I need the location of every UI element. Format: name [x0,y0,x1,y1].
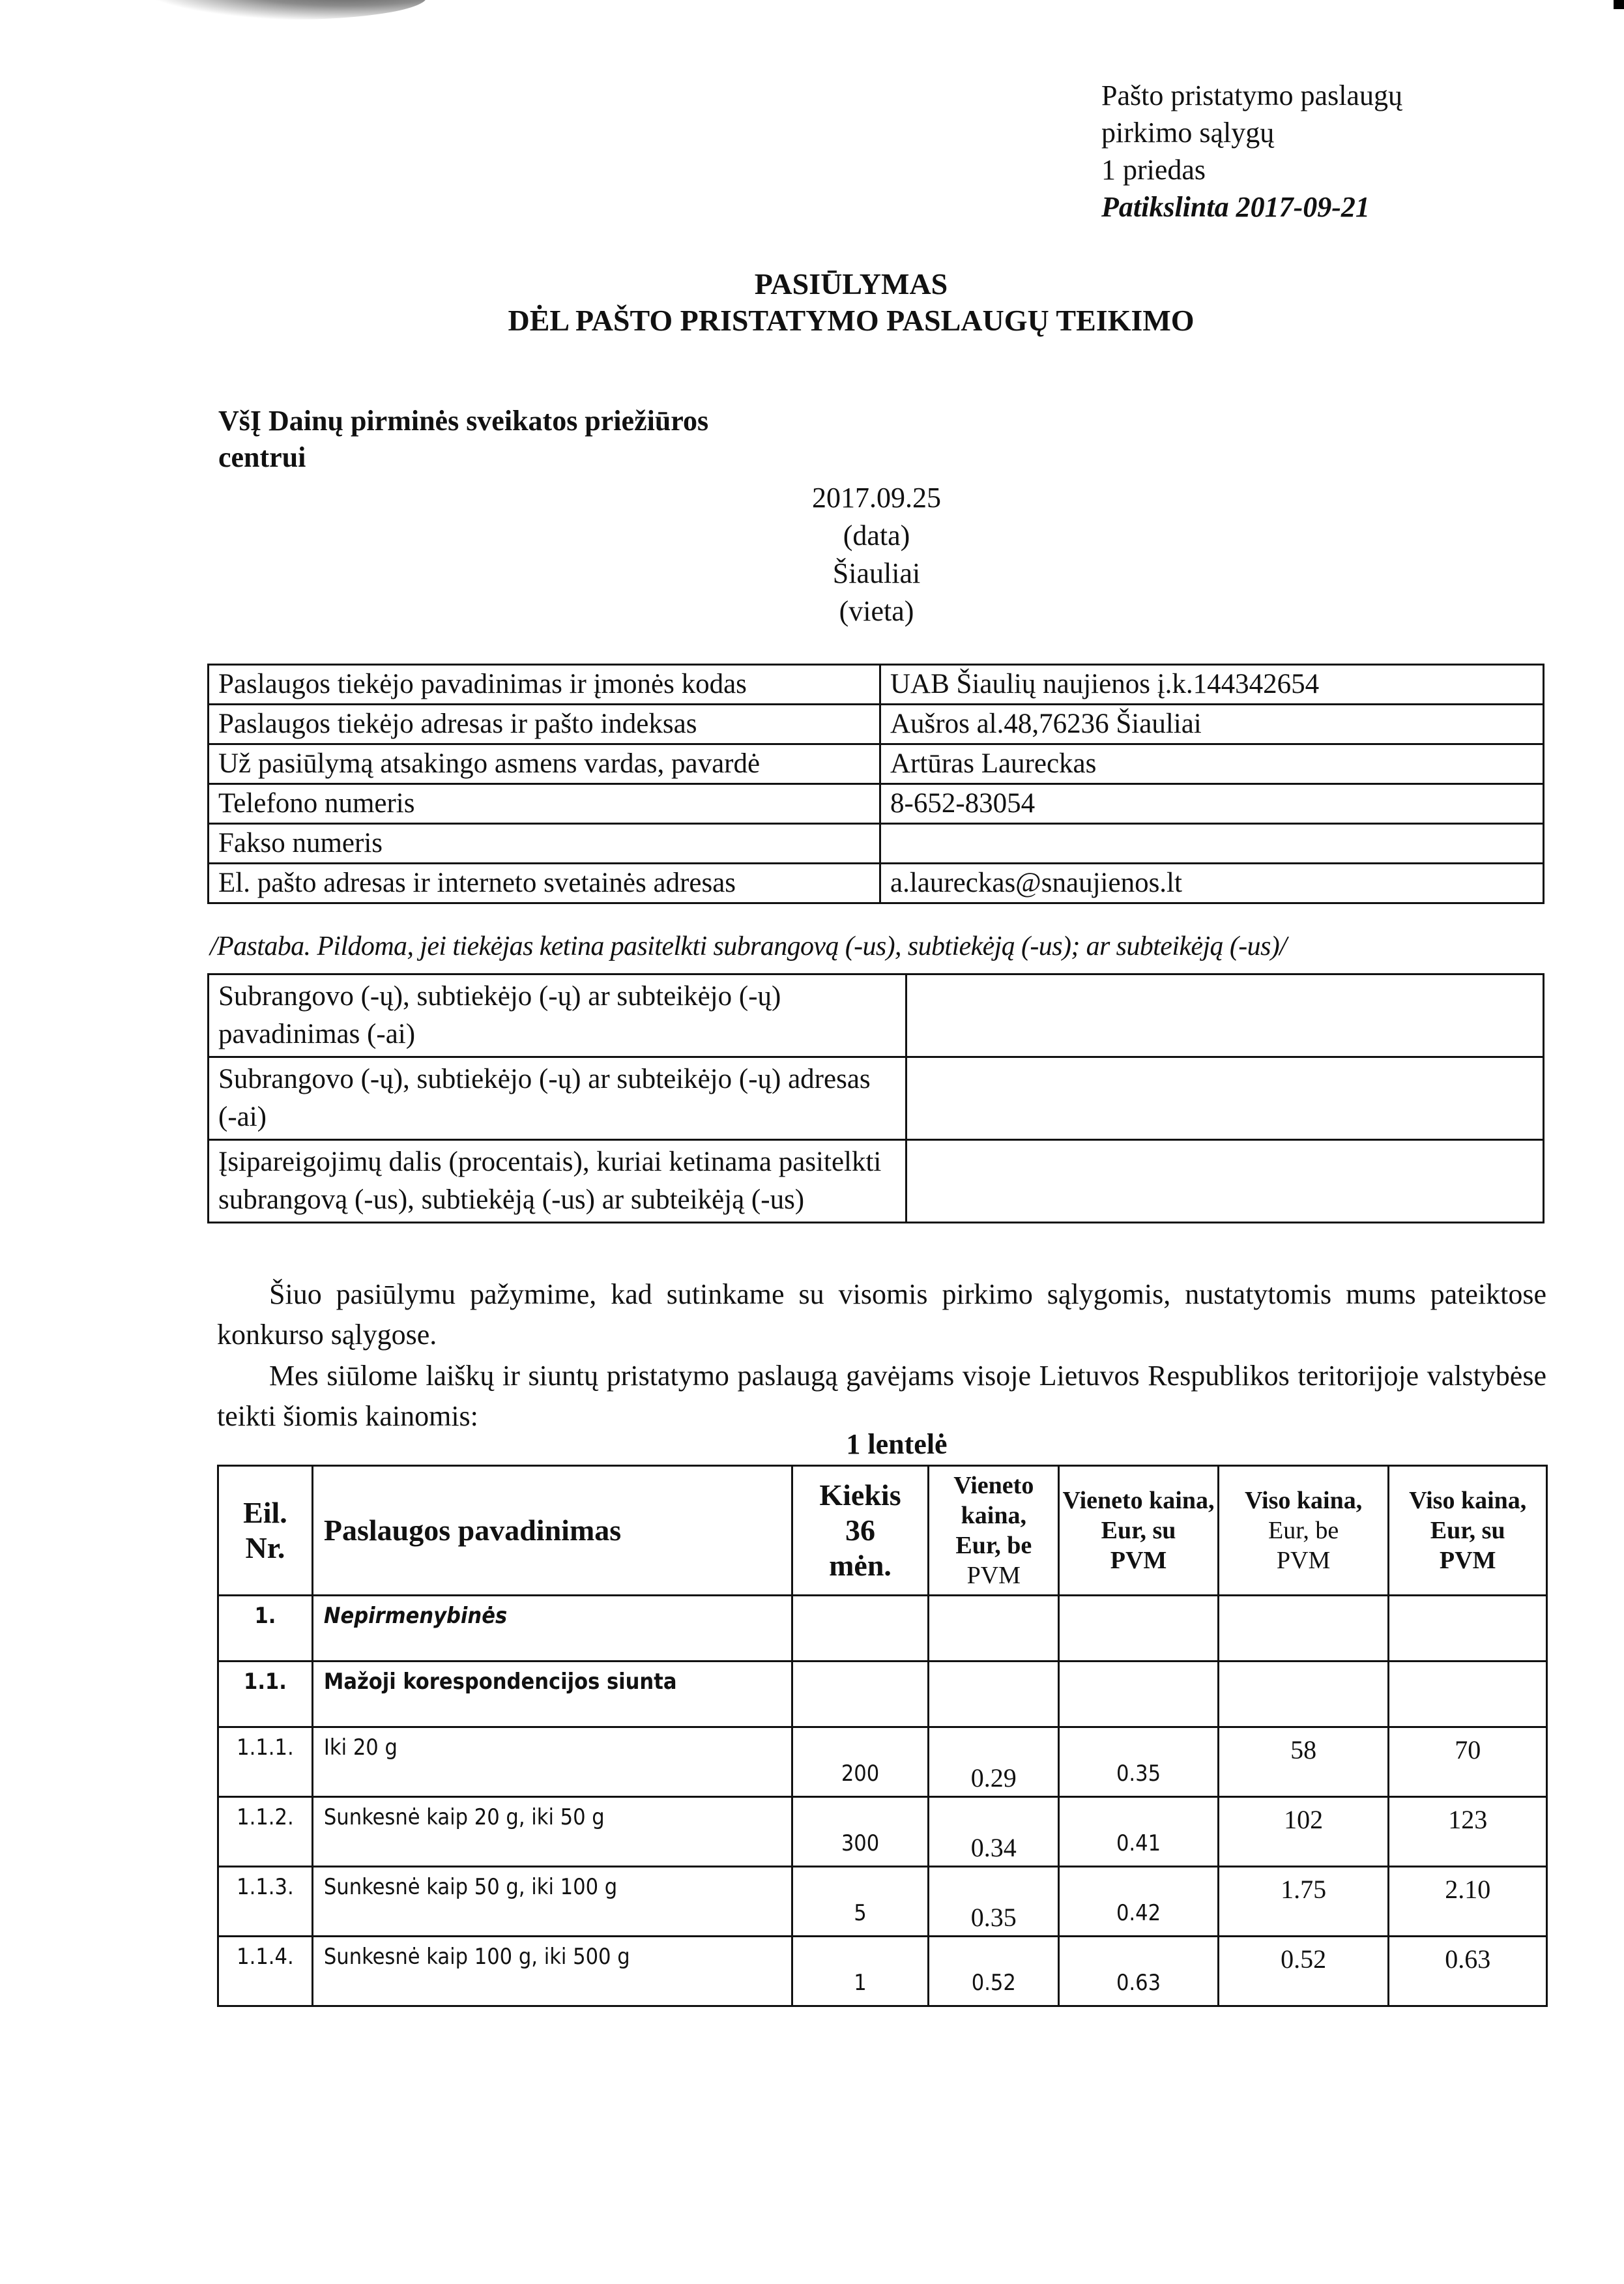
table-row [218,1727,1547,1797]
subcontractor-note: /Pastaba. Pildoma, jei tiekėjas ketina pasitelkti subrangovą (-us), subtiekėją (-us); ar subteikėją (-us)/ [210,931,1287,961]
row-total-inc [1389,1662,1547,1727]
table-caption: 1 lentelė [846,1428,948,1460]
header-unit-price-ex-vat [929,1466,1059,1596]
row-nr: 1.1.4. [218,1937,313,2006]
header-total-ex-vat [1218,1466,1389,1596]
field-label: Fakso numeris [209,824,880,864]
document-title: PASIŪLYMAS [754,267,948,300]
field-label: Įsipareigojimų dalis (procentais), kuriai ketinama pasitelkti subrangovą (-us), subtiekėją (-us) ar subteikėją (-us) [209,1140,906,1223]
offer-text: Mes siūlome laiškų ir siuntų pristatymo paslaugą gavėjams visoje Lietuvos Respublikos teritorijoje valstybėse teikti šiomis kainomis: [217,1360,1546,1432]
field-label: Subrangovo (-ų), subtiekėjo (-ų) ar subteikėjo (-ų) adresas (-ai) [209,1057,906,1140]
field-value: a.laureckas@snaujienos.lt [880,864,1544,903]
row-total-ex [1218,1596,1389,1662]
row-total-inc [1389,1596,1547,1662]
recipient [218,403,805,476]
agreement-text: Šiuo pasiūlymu pažymime, kad sutinkame su visomis pirkimo sąlygomis, nustatytomis mums pateiktose konkurso sąlygose. [217,1278,1546,1351]
field-label: Paslaugos tiekėjo pavadinimas ir įmonės kodas [209,665,880,705]
row-total-inc: 123 [1389,1797,1547,1867]
offer-paragraph [217,1356,1546,1437]
annex-line-2: pirkimo sąlygų [1101,117,1275,149]
row-nr: 1.1.3. [218,1867,313,1937]
document-subtitle: DĖL PAŠTO PRISTATYMO PASLAUGŲ TEIKIMO [508,304,1195,337]
header-total-inc-l2: Eur, su [1430,1517,1505,1544]
row-nr: 1.1.2. [218,1797,313,1867]
row-unit-ex: 0.29 [929,1727,1059,1797]
row-nr: 1. [218,1596,313,1662]
header-total-ex-l3: PVM [1276,1547,1331,1574]
header-unit-ex-l3: PVM [966,1562,1021,1589]
row-nr: 1.1.1. [218,1727,313,1797]
row-unit-ex: 0.34 [929,1797,1059,1867]
field-label: El. pašto adresas ir interneto svetainės adresas [209,864,880,903]
table-row [218,1867,1547,1937]
row-unit-inc: 0.42 [1059,1867,1219,1937]
row-unit-inc: 0.41 [1059,1797,1219,1867]
recipient-line-2: centrui [218,441,306,473]
table-row [209,1057,1544,1140]
table-row [209,864,1544,903]
row-service-name: Iki 20 g [312,1727,792,1797]
header-quantity-l2: 36 [845,1514,875,1547]
offer-place: Šiauliai [832,557,921,589]
row-qty: 200 [792,1727,929,1797]
row-qty: 300 [792,1797,929,1867]
row-total-ex: 1.75 [1218,1867,1389,1937]
row-qty: 1 [792,1937,929,2006]
row-service-name: Nepirmenybinės [312,1596,792,1662]
table-row [209,1140,1544,1223]
table-row [209,974,1544,1057]
header-total-inc-l1: Viso kaina, [1409,1487,1527,1514]
row-unit-ex [929,1596,1059,1662]
table-row [218,1662,1547,1727]
table-header-row [218,1466,1547,1596]
row-qty [792,1662,929,1727]
row-qty [792,1596,929,1662]
header-quantity-l1: Kiekis [819,1478,901,1512]
field-value [880,824,1544,864]
field-value: Aušros al.48,76236 Šiauliai [880,705,1544,744]
header-unit-inc-l3: PVM [1110,1547,1167,1574]
field-label: Už pasiūlymą atsakingo asmens vardas, pavardė [209,744,880,784]
annex-line-1: Pašto pristatymo paslaugų [1101,80,1402,111]
field-value [906,1057,1544,1140]
subcontractor-table [207,973,1544,1223]
row-unit-inc [1059,1596,1219,1662]
supplier-info-table [207,664,1544,904]
header-total-ex-l2: Eur, be [1268,1517,1339,1544]
field-value: 8-652-83054 [880,784,1544,824]
table-row [218,1937,1547,2006]
row-unit-ex: 0.52 [929,1937,1059,2006]
row-unit-inc [1059,1662,1219,1727]
header-unit-ex-l2: Eur, be [955,1532,1032,1559]
table-row [209,784,1544,824]
field-value [906,1140,1544,1223]
row-total-ex: 102 [1218,1797,1389,1867]
row-total-inc: 0.63 [1389,1937,1547,2006]
offer-date: 2017.09.25 [812,482,941,514]
row-qty: 5 [792,1867,929,1937]
scan-edge-mark [1614,0,1624,9]
place-label: (vieta) [839,595,914,627]
field-label: Telefono numeris [209,784,880,824]
row-total-ex: 58 [1218,1727,1389,1797]
annex-revised-date: Patikslinta 2017-09-21 [1101,191,1370,223]
header-total-ex-l1: Viso kaina, [1245,1487,1363,1514]
row-unit-ex [929,1662,1059,1727]
table-row [209,705,1544,744]
annex-reference [1101,77,1402,226]
field-value: UAB Šiaulių naujienos į.k.144342654 [880,665,1544,705]
row-unit-inc: 0.35 [1059,1727,1219,1797]
field-value: Artūras Laureckas [880,744,1544,784]
header-quantity [792,1466,929,1596]
row-total-inc: 70 [1389,1727,1547,1797]
header-unit-price-inc-vat [1059,1466,1219,1596]
date-label: (data) [843,520,910,551]
price-table [217,1465,1548,2007]
scan-smudge [153,0,427,20]
row-total-inc: 2.10 [1389,1867,1547,1937]
header-total-inc-vat [1389,1466,1547,1596]
field-label: Paslaugos tiekėjo adresas ir pašto indeksas [209,705,880,744]
row-service-name: Sunkesnė kaip 20 g, iki 50 g [312,1797,792,1867]
table-row [218,1797,1547,1867]
table-row [218,1596,1547,1662]
header-unit-inc-l1: Vieneto kaina, [1062,1487,1215,1514]
date-place-block [746,479,1007,630]
row-service-name: Sunkesnė kaip 50 g, iki 100 g [312,1867,792,1937]
agreement-paragraph [217,1274,1546,1355]
table-row [209,665,1544,705]
header-unit-ex-l1: Vieneto kaina, [953,1472,1034,1529]
row-nr: 1.1. [218,1662,313,1727]
header-nr: Eil. Nr. [218,1466,313,1596]
field-label: Subrangovo (-ų), subtiekėjo (-ų) ar subteikėjo (-ų) pavadinimas (-ai) [209,974,906,1057]
recipient-line-1: VšĮ Dainų pirminės sveikatos priežiūros [218,405,709,437]
header-quantity-l3: mėn. [829,1549,892,1582]
row-unit-ex: 0.35 [929,1867,1059,1937]
table-row [209,824,1544,864]
field-value [906,974,1544,1057]
row-total-ex: 0.52 [1218,1937,1389,2006]
row-service-name: Mažoji korespondencijos siunta [312,1662,792,1727]
annex-line-3: 1 priedas [1101,154,1206,186]
header-unit-inc-l2: Eur, su [1101,1517,1176,1544]
table-row [209,744,1544,784]
header-total-inc-l3: PVM [1439,1547,1496,1574]
row-total-ex [1218,1662,1389,1727]
header-service-name: Paslaugos pavadinimas [312,1466,792,1596]
row-unit-inc: 0.63 [1059,1937,1219,2006]
row-service-name: Sunkesnė kaip 100 g, iki 500 g [312,1937,792,2006]
